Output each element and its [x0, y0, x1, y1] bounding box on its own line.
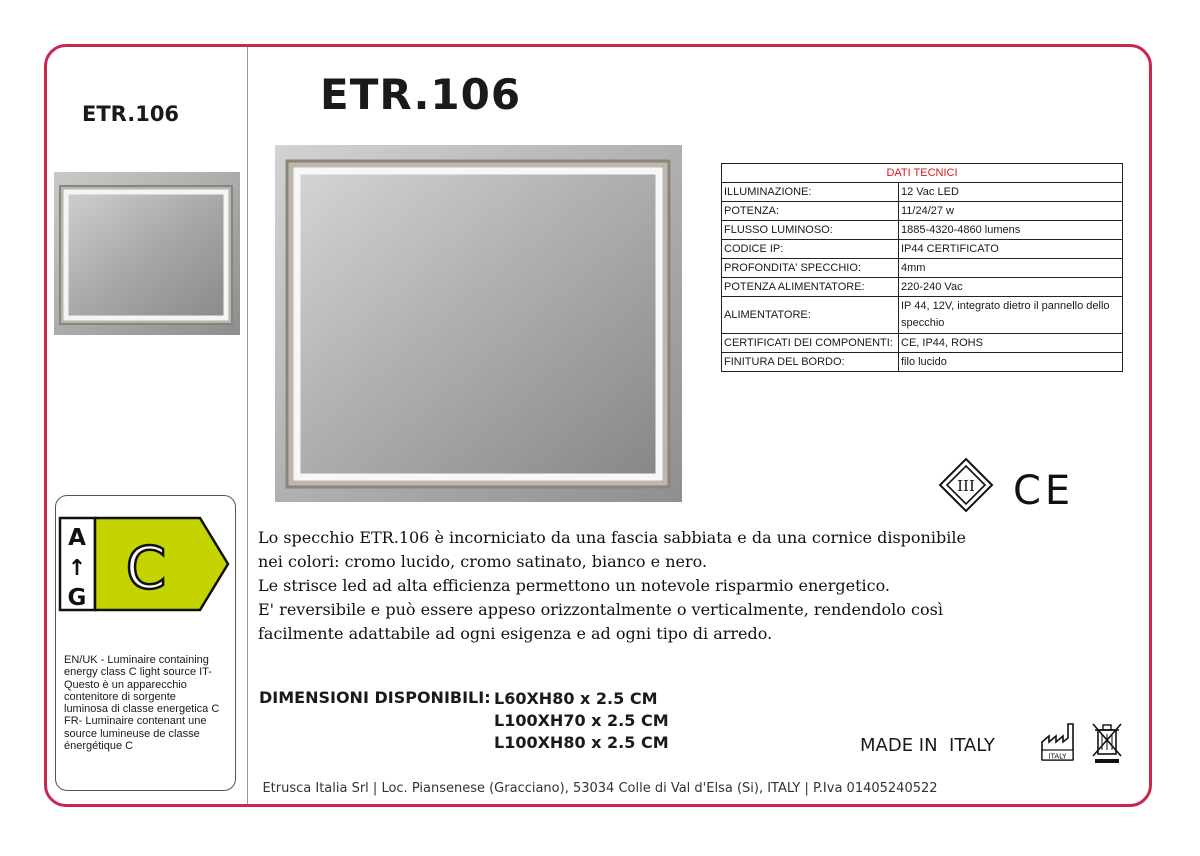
spec-value: CE, IP44, ROHS [899, 334, 1123, 353]
spec-value: 11/24/27 w [899, 202, 1123, 221]
table-row [722, 259, 1123, 278]
product-title: ETR.106 [320, 70, 522, 119]
dimension-item: L60XH80 x 2.5 CM [494, 689, 658, 708]
table-row [722, 353, 1123, 372]
spec-label: ILLUMINAZIONE: [722, 183, 899, 202]
dimensions-label: DIMENSIONI DISPONIBILI: [259, 688, 491, 707]
spec-label: CERTIFICATI DEI COMPONENTI: [722, 334, 899, 353]
energy-class-letter: C [125, 534, 167, 602]
technical-data-table [721, 163, 1123, 372]
spec-value: 1885-4320-4860 lumens [899, 221, 1123, 240]
company-footer: Etrusca Italia Srl | Loc. Piansenese (Gracciano), 53034 Colle di Val d'Elsa (Si), ITALY | P.Iva 01405240522 [262, 781, 938, 796]
energy-scale-arrow: ↑ [67, 556, 87, 581]
table-row [722, 221, 1123, 240]
spec-value: 220-240 Vac [899, 278, 1123, 297]
table-header-row [722, 164, 1123, 183]
spec-value: IP44 CERTIFICATO [899, 240, 1123, 259]
table-row [722, 334, 1123, 353]
spec-value: 12 Vac LED [899, 183, 1123, 202]
energy-scale-top: A [68, 525, 86, 551]
spec-value: filo lucido [899, 353, 1123, 372]
spec-label: PROFONDITA' SPECCHIO: [722, 259, 899, 278]
factory-icon [1042, 724, 1073, 761]
dimension-item: L100XH70 x 2.5 CM [494, 711, 669, 730]
energy-class-label [58, 516, 233, 621]
spec-label: CODICE IP: [722, 240, 899, 259]
dimensions-list [494, 688, 669, 754]
weee-bin-icon [1093, 724, 1121, 763]
factory-icon-label: ITALY [1048, 752, 1067, 761]
certification-icons [938, 457, 1078, 526]
table-row [722, 202, 1123, 221]
spec-label: FINITURA DEL BORDO: [722, 353, 899, 372]
mirror-thumbnail-image [54, 172, 240, 335]
ce-mark-icon: CE [1013, 468, 1075, 514]
made-in-italy-text: MADE IN ITALY [860, 735, 995, 756]
spec-value: 4mm [899, 259, 1123, 278]
table-row [722, 278, 1123, 297]
sidebar-product-code: ETR.106 [82, 102, 180, 126]
column-divider [247, 47, 248, 804]
class-iii-icon [940, 459, 992, 511]
table-row [722, 297, 1123, 334]
spec-value: IP 44, 12V, integrato dietro il pannello dello specchio [899, 297, 1123, 334]
table-header: DATI TECNICI [722, 164, 1123, 183]
class-iii-mark: III [957, 477, 975, 495]
energy-label-text: EN/UK - Luminaire containing energy class C light source IT- Questo è un apparecchio contenitore di sorgente luminosa di classe energetica C FR- Luminaire contenant une source lumineuse de classe énergétique C [64, 654, 220, 753]
product-description: Lo specchio ETR.106 è incorniciato da una fascia sabbiata e da una cornice disponibile nei colori: cromo lucido, cromo satinato, bianco e nero. Le strisce led ad alta efficienza permettono un notevole risparmio energetico. E' reversibile e può essere appeso orizzontalmente o verticalmente, rendendolo così facilmente adattabile ad ogni esigenza e ad ogni tipo di arredo. [258, 528, 966, 643]
made-in-icons [1040, 720, 1130, 769]
dimension-item: L100XH80 x 2.5 CM [494, 733, 669, 752]
spec-label: POTENZA ALIMENTATORE: [722, 278, 899, 297]
spec-label: ALIMENTATORE: [722, 297, 899, 334]
spec-label: POTENZA: [722, 202, 899, 221]
energy-scale-bottom: G [67, 585, 87, 611]
spec-label: FLUSSO LUMINOSO: [722, 221, 899, 240]
table-row [722, 183, 1123, 202]
table-row [722, 240, 1123, 259]
mirror-product-image [275, 145, 682, 502]
